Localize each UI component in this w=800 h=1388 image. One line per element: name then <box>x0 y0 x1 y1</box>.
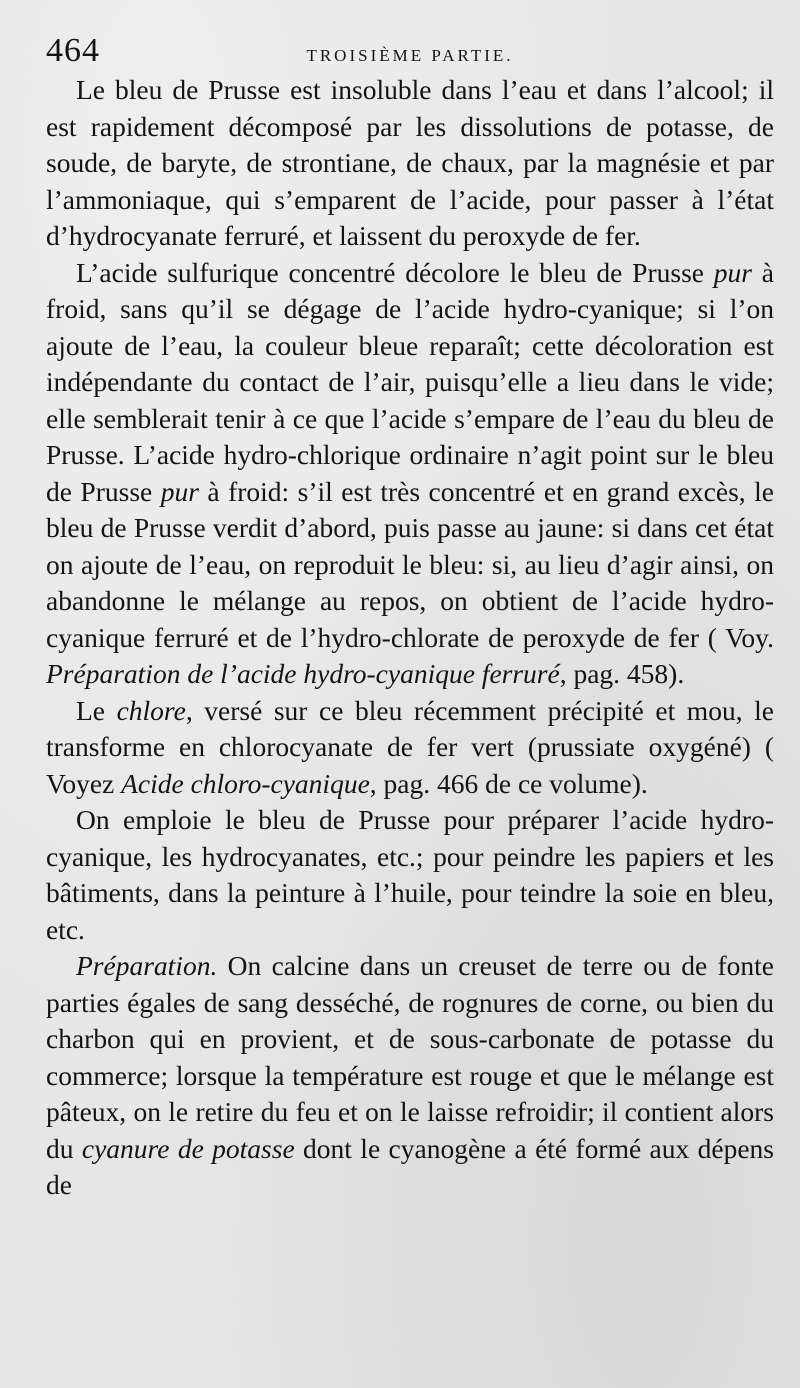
running-title: TROISIÈME PARTIE. <box>306 46 514 65</box>
text-segment: On calcine dans un creuset de terre ou de fonte parties égales de sang desséché, de rognures de corne, ou bien du charbon qui en provient, et de sous-carbonate de potasse du commerce; lorsque la température est rouge et que le mélange est pâteux, on le retire du feu et on le laisse refroidir; il contient alors du <box>46 950 774 1164</box>
running-head <box>46 32 774 72</box>
page-number: 464 <box>46 32 100 69</box>
italic-segment: chlore <box>116 694 186 726</box>
text-segment: On emploie le bleu de Prusse pour préparer l’acide hydro-cyanique, les hydrocyanates, etc.; pour peindre les papiers et les bâtiments, dans la peinture à l’huile, pour teindre la soie en bleu, etc. <box>46 804 774 945</box>
text-segment: , pag. 466 de ce volume). <box>369 767 648 799</box>
italic-segment: Acide chloro-cyanique <box>121 767 370 799</box>
paragraph-uses <box>46 802 774 948</box>
text-segment: , versé sur ce bleu récemment précipité et mou, le transforme en chlorocyanate de fer vert (prussiate oxygéné) ( Voyez <box>46 694 774 799</box>
paragraph-chlore <box>46 693 774 803</box>
italic-segment: Préparation. <box>76 950 218 981</box>
body-text <box>46 72 774 1204</box>
italic-segment: pur <box>160 475 199 507</box>
text-segment: , pag. 458). <box>559 658 685 689</box>
paragraph-insolubility <box>46 72 774 255</box>
text-segment: à froid: s’il est très concentré et en grand excès, le bleu de Prusse verdit d’abord, puis passe au jaune: si dans cet état on ajoute de l’eau, on reproduit le bleu: si, au lieu d’agir ainsi, on abandonne le mélange au repos, on obtient de l’acide hydro-cyanique ferruré et de l’hydro-chlorate de peroxyde de fer ( Voy. <box>46 475 774 653</box>
italic-segment: cyanure de potasse <box>81 1132 295 1164</box>
italic-segment: Préparation de l’acide hydro-cyanique ferruré <box>46 658 560 689</box>
text-segment: L’acide sulfurique concentré décolore le bleu de Prusse <box>76 256 714 288</box>
italic-segment: pur <box>713 256 752 288</box>
text-segment: Le <box>76 694 117 726</box>
text-segment: à froid, sans qu’il se dégage de l’acide hydro-cyanique; si l’on ajoute de l’eau, la couleur bleue reparaît; cette décoloration est indépendante du contact de l’air, puisqu’elle a lieu dans le vide; elle semblerait tenir à ce que l’acide s’empare de l’eau du bleu de Prusse. L’acide hydro-chlorique ordinaire n’agit point sur le bleu de Prusse <box>46 256 774 507</box>
text-segment: Le bleu de Prusse est insoluble dans l’eau et dans l’alcool; il est rapidement décomposé par les dissolutions de potasse, de soude, de baryte, de strontiane, de chaux, par la magnésie et par l’ammoniaque, qui s’emparent de l’acide, pour passer à l’état d’hydrocyanate ferruré, et laissent du peroxyde de fer. <box>46 74 774 251</box>
paragraph-preparation <box>46 948 774 1204</box>
text-segment: dont le cyanogène a été formé aux dépens de <box>46 1132 774 1200</box>
paragraph-sulfuric-acid <box>46 255 774 693</box>
